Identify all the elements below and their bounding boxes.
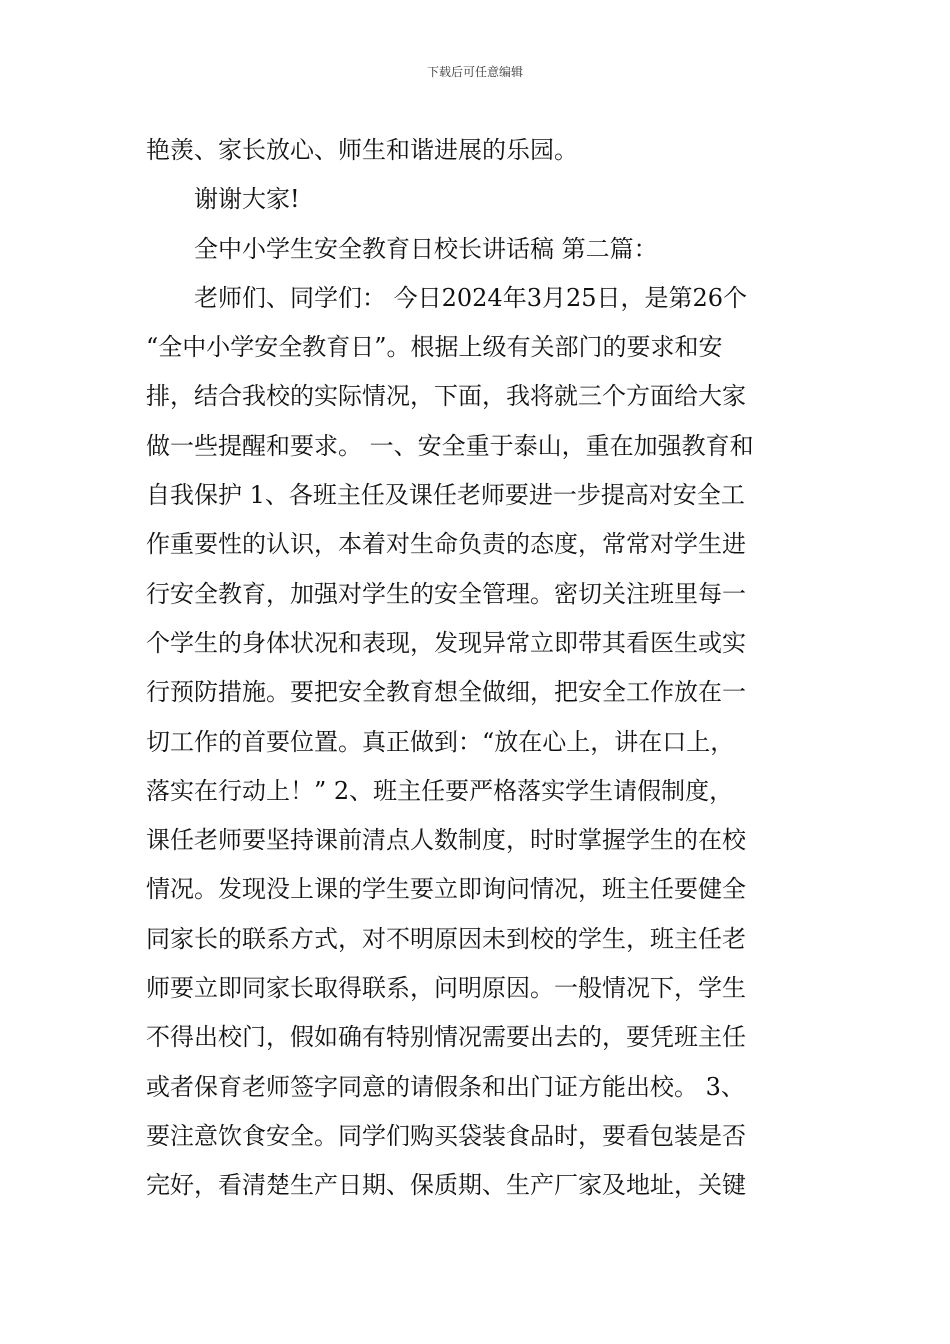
text-line: 自我保护 1、各班主任及课任老师要进一步提高对安全工: [146, 481, 745, 510]
text-line: 行预防措施。要把安全教育想全做细，把安全工作放在一: [146, 678, 746, 707]
page-header: 下载后可任意编辑: [426, 65, 523, 79]
text-line: 艳羡、家长放心、师生和谐进展的乐园。: [146, 136, 578, 164]
text-line: “全中小学安全教育日”。根据上级有关部门的要求和安: [146, 333, 723, 362]
text-line: 同家长的联系方式，对不明原因未到校的学生，班主任老: [146, 924, 746, 953]
text-line: 作重要性的认识，本着对生命负责的态度，常常对学生进: [146, 530, 746, 559]
text-line: 或者保育老师签字同意的请假条和出门证方能出校。 3、: [146, 1072, 745, 1101]
text-line: 要注意饮食安全。同学们购买袋装食品时，要看包装是否: [146, 1121, 746, 1150]
text-line: 做一些提醒和要求。 一、安全重于泰山，重在加强教育和: [146, 431, 754, 460]
text-line: 完好，看清楚生产日期、保质期、生产厂家及地址，关键: [146, 1171, 746, 1200]
text-line: 排，结合我校的实际情况，下面，我将就三个方面给大家: [146, 382, 746, 411]
text-line: 切工作的首要位置。真正做到：“放在心上，讲在口上，: [146, 727, 735, 756]
text-line: 谢谢大家!: [194, 185, 300, 214]
text-line: 个学生的身体状况和表现，发现异常立即带其看医生或实: [146, 628, 746, 657]
document-body: [146, 126, 808, 1211]
text-line: 全中小学生安全教育日校长讲话稿 第二篇：: [194, 234, 658, 263]
text-line: 师要立即同家长取得联系，问明原因。一般情况下，学生: [146, 974, 746, 1003]
text-line: 行安全教育，加强对学生的安全管理。密切关注班里每一: [146, 579, 746, 608]
text-line: 情况。发现没上课的学生要立即询问情况，班主任要健全: [146, 875, 746, 904]
text-line: 课任老师要坚持课前清点人数制度，时时掌握学生的在校: [146, 826, 746, 855]
text-line: 老师们、同学们： 今日2024年3月25日，是第26个: [194, 283, 748, 312]
text-line: 不得出校门，假如确有特别情况需要出去的，要凭班主任: [146, 1023, 746, 1052]
text-line: 落实在行动上！” 2、班主任要严格落实学生请假制度，: [146, 776, 734, 805]
